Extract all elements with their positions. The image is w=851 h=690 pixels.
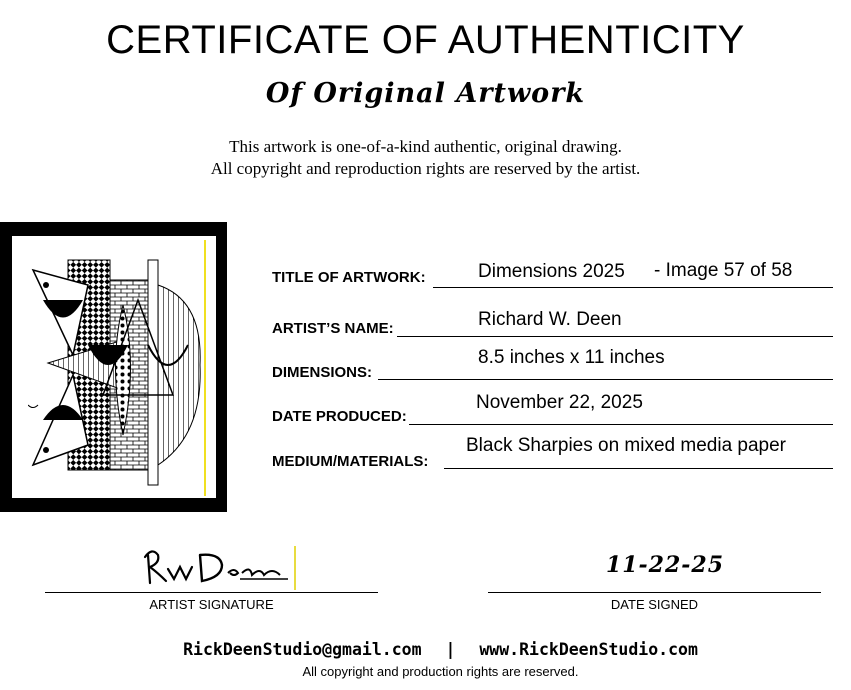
date-produced-line — [409, 424, 833, 425]
frame-highlight — [204, 240, 206, 496]
date-produced-value: November 22, 2025 — [476, 392, 643, 413]
medium-materials-line — [444, 468, 833, 469]
dimensions-label: DIMENSIONS: — [272, 364, 373, 381]
title-of-artwork-suffix: - Image 57 of 58 — [654, 260, 793, 281]
date-signed-line — [488, 592, 821, 593]
certificate-title: CERTIFICATE OF AUTHENTICITY — [106, 18, 745, 62]
date-signed-value: 11-22-25 — [605, 552, 725, 578]
dimensions-line — [378, 379, 833, 380]
signature-cursor-mark — [294, 546, 296, 590]
footer-rights: All copyright and production rights are reserved. — [302, 664, 579, 679]
artist-name-line — [397, 336, 833, 337]
contact-separator: | — [445, 640, 456, 659]
certificate-subtitle: Of Original Artwork — [265, 78, 586, 109]
contact-line — [0, 640, 851, 659]
artist-name-value: Richard W. Deen — [478, 309, 622, 330]
title-of-artwork-line — [433, 287, 833, 288]
statement-line-2: All copyright and reproduction rights are reserved by the artist. — [210, 159, 641, 178]
medium-materials-value: Black Sharpies on mixed media paper — [466, 435, 787, 456]
contact-website[interactable]: www.RickDeenStudio.com — [479, 640, 698, 659]
title-of-artwork-label: TITLE OF ARTWORK: — [272, 269, 426, 286]
date-produced-label: DATE PRODUCED: — [272, 408, 407, 425]
artist-signature-line — [45, 592, 378, 593]
date-signed-caption: DATE SIGNED — [610, 597, 699, 612]
statement-line-1: This artwork is one-of-a-kind authentic, original drawing. — [229, 137, 622, 156]
contact-email[interactable]: RickDeenStudio@gmail.com — [183, 640, 422, 659]
dimensions-value: 8.5 inches x 11 inches — [478, 347, 665, 368]
artwork-drawing-image — [28, 245, 203, 488]
title-of-artwork-value: Dimensions 2025 — [478, 261, 625, 282]
artist-signature-caption: ARTIST SIGNATURE — [149, 597, 274, 612]
artist-signature-image — [140, 545, 300, 590]
artist-name-label: ARTIST’S NAME: — [272, 320, 394, 337]
medium-materials-label: MEDIUM/MATERIALS: — [272, 453, 429, 470]
